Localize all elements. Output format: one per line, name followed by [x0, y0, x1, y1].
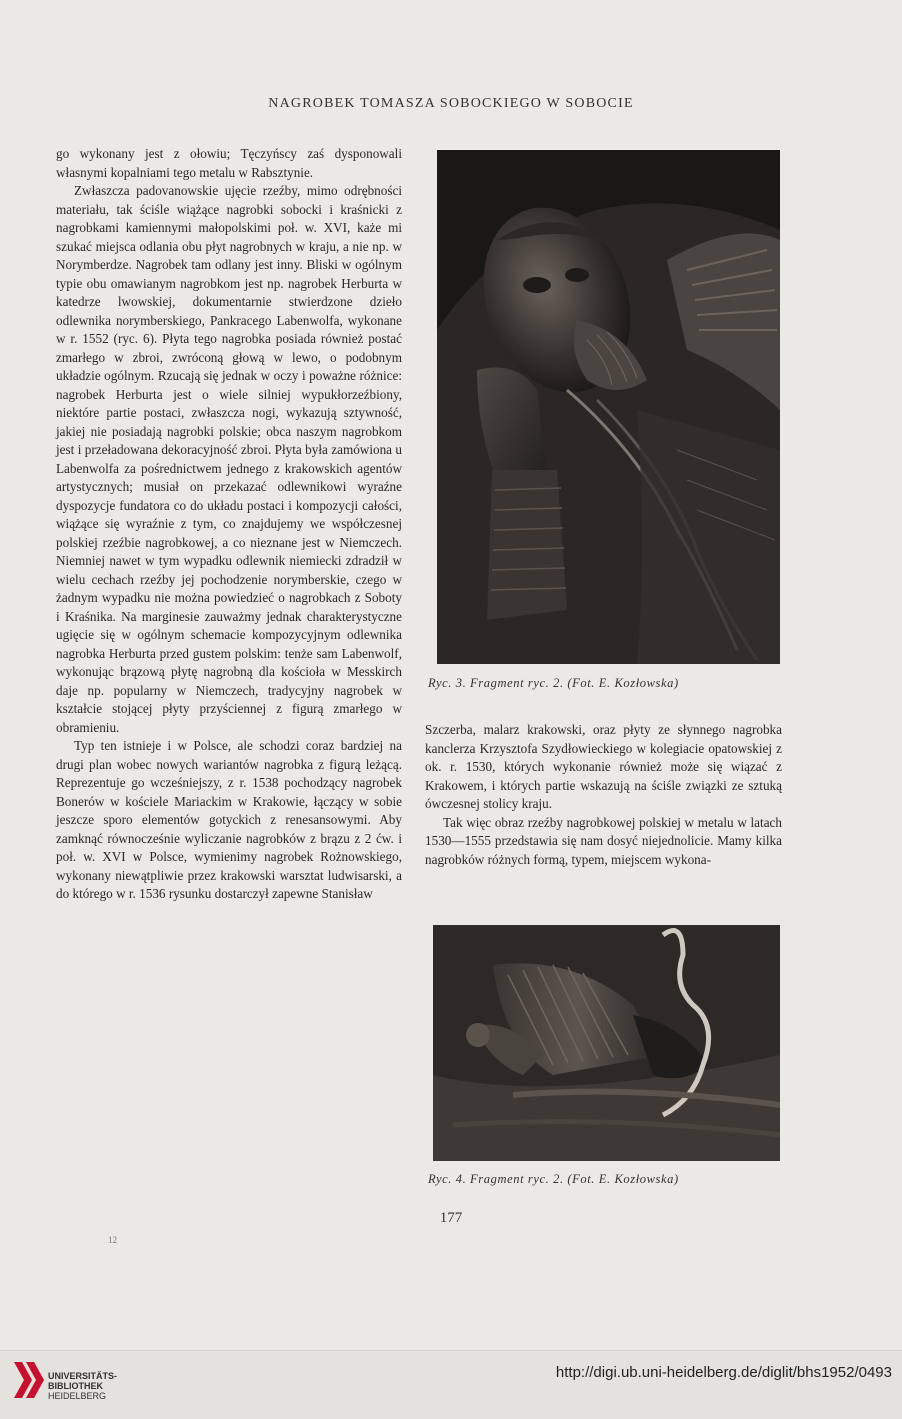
right-text-column: [425, 721, 782, 869]
logo-line: UNIVERSITÄTS-: [48, 1371, 118, 1381]
signature-mark: 12: [108, 1235, 117, 1245]
paragraph: Tak więc obraz rzeźby nagrobkowej polskiej w metalu w latach 1530—1555 przedstawia się nam dosyć niejednolicie. Mamy kilka nagrobków różnych formą, typem, miejscem wykona-: [425, 814, 782, 867]
university-logo-text: [48, 1371, 117, 1401]
running-header: NAGROBEK TOMASZA SOBOCKIEGO W SOBOCIE: [268, 96, 634, 111]
paragraph: go wykonany jest z ołowiu; Tęczyńscy zaś dysponowali własnymi kopalniami tego metalu w Rabsztynie.: [56, 146, 402, 180]
logo-line: BIBLIOTHEK: [48, 1381, 103, 1391]
paragraph: Zwłaszcza padovanowskie ujęcie rzeźby, mimo odrębności materiału, tak ściśle wiążące nagrobki sobocki i kraśnicki z nagrobkami kamiennymi małopolskimi poł. w. XVI, każe mi szukać miejsca odlania obu płyt nagrobnych w kraju, a nie np. w Norymberdze. Nagrobek tam odlany jest inny. Bliski w ogólnym typie obu omawianym nagrobkom jest np. nagrobek Herburta w katedrze lwowskiej, dokumentarnie stwierdzone dzieło odlewnika norymberskiego, Pankracego Labenwolfa, wykonane w r. 1552 (ryc. 6). Płyta tego nagrobka posiada również postać zmarłego w zbroi, zwróconą głową w lewo, o podobnym układzie ogólnym. Rzucają się jednak w oczy i poważne różnice: nagrobek Herburta jest o wiele silniej wypukłorzeźbiony, niektóre partie postaci, zwłaszcza nogi, wykazują sztywność, jakiej nie posiadają nagrobki polskie; obca naszym nagrobkom jest i przeładowana dekoracyjność zbroi. Płyta była zamówiona u Labenwolfa za pośrednictwem jednego z krakowskich agentów artystycznych; musiał on przekazać odlewnikowi wyraźne dyspozycje fundatora co do układu postaci i kompozycji całości, wiążące się wyraźnie z tym, co znajdujemy we współczesnej polskiej rzeźbie nagrobkowej, a co nieznane jest w Niemczech. Niemniej nawet w tym wypadku odlewnik niemiecki zdradził w wielu cechach rzeźby jej pochodzenie norymberskie, czego w żadnym wypadku nie można powiedzieć o nagrobkach z Soboty i Kraśnika. Na marginesie zauważmy jednak charakterystyczne ugięcie się w ogólnym schemacie kompozycyjnym odlewnika nagrobka Herburta przed gustem polskim: tenże sam Labenwolf, wykonując brązową płytę nagrobną dla kościoła w Messkirch daje np. popularny w Niemczech, tradycyjny nagrobek w kształcie stojącej płyty przyściennej z figurą zmarłego w obramieniu.: [56, 183, 402, 735]
figure-3-photo: [437, 150, 780, 664]
logo-line: HEIDELBERG: [48, 1391, 107, 1401]
left-text-column: [56, 145, 402, 904]
figure-3-caption: Ryc. 3. Fragment ryc. 2. (Fot. E. Kozłowska): [428, 676, 679, 690]
footer-bar: [0, 1350, 902, 1419]
paragraph: Szczerba, malarz krakowski, oraz płyty ze słynnego nagrobka kanclerza Krzysztofa Szydłowieckiego w kolegiacie opatowskiej z ok. r. 1530, których wykonanie również może się wiązać z Krakowem, i których partie wskazują na ściśle związki ze sztuką ówczesnej stolicy kraju.: [425, 722, 782, 811]
figure-4-caption: Ryc. 4. Fragment ryc. 2. (Fot. E. Kozłowska): [428, 1172, 679, 1186]
paragraph: Typ ten istnieje i w Polsce, ale schodzi coraz bardziej na drugi plan wobec nowych wariantów nagrobka z figurą leżącą. Reprezentuje go wcześniejszy, z r. 1538 pochodzący nagrobek Bonerów w kościele Mariackim w Krakowie, łączący w sobie jeszcze sporo elementów gotyckich z renesansowymi. Aby zamknąć równocześnie wyliczanie nagrobków z brązu z 2 ćw. i poł. w. XVI w Polsce, wymienimy nagrobek Rożnowskiego, wykonany niewątpliwie przez krakowski warsztat ludwisarski, a do którego w r. 1536 rysunku dostarczył zapewne Stanisław: [56, 738, 402, 901]
university-logo-icon[interactable]: [10, 1360, 44, 1405]
page-number: 177: [439, 1210, 463, 1226]
source-url-link[interactable]: http://digi.ub.uni-heidelberg.de/diglit/bhs1952/0493: [555, 1364, 892, 1381]
figure-4-photo: [433, 925, 780, 1161]
